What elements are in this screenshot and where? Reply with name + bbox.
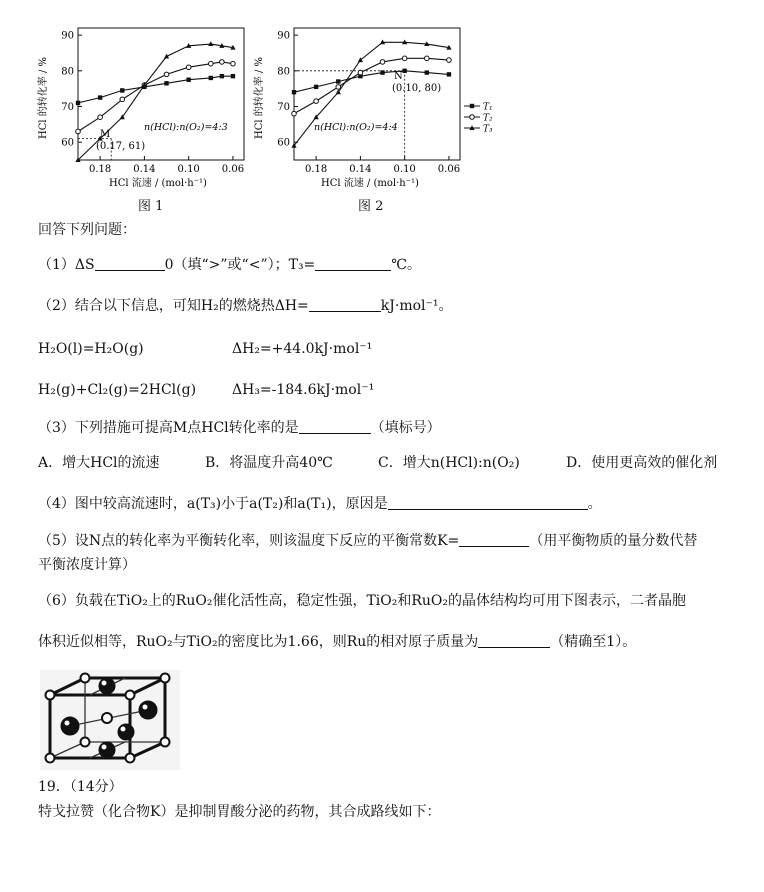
data-point-t2 <box>380 60 385 65</box>
question-1 <box>38 254 421 274</box>
question-5 <box>38 530 697 550</box>
x-tick-label: 0.14 <box>133 164 156 175</box>
data-point-t1 <box>336 79 340 83</box>
q3-option-c: C．增大n(HCl):n(O₂) <box>378 455 520 471</box>
legend-label: T₃ <box>483 124 493 135</box>
data-point-t1 <box>380 70 384 74</box>
data-point-t2 <box>292 111 297 116</box>
y-tick-label: 90 <box>61 30 74 42</box>
question-6-line-2 <box>38 631 636 651</box>
question-19-intro: 特戈拉赞（化合物K）是抑制胃酸分泌的药物，其合成路线如下： <box>38 804 441 820</box>
question-4 <box>38 493 602 513</box>
intro-text: 回答下列问题： <box>38 222 136 238</box>
q1-part-a: （1）ΔS <box>38 257 95 273</box>
data-point-t2 <box>447 58 452 63</box>
data-point-t2 <box>314 99 319 104</box>
data-point-t1 <box>98 95 102 99</box>
data-point-t2 <box>164 72 169 77</box>
fig1-point-coords: (0.17, 61) <box>96 141 146 152</box>
fig1-axes <box>61 28 244 175</box>
data-point-t2 <box>336 85 341 90</box>
q3-option-d: D．使用更高效的催化剂 <box>566 455 718 471</box>
fig2-ratio-label: n(HCl):n(O₂)=4:4 <box>314 122 398 133</box>
q3-option-b: B．将温度升高40℃ <box>205 455 333 471</box>
fig2-point-coords: (0.10, 80) <box>392 83 442 94</box>
data-point-t2 <box>186 65 191 70</box>
q6-part-b: 体积近似相等，RuO₂与TiO₂的密度比为1.66，则Ru的相对原子质量为 <box>38 634 479 650</box>
q2-blank[interactable] <box>309 297 381 312</box>
fig2-xlabel: HCl 流速 / (mol·h⁻¹) <box>321 178 419 189</box>
data-point-t1 <box>425 70 429 74</box>
q1-part-c: ℃。 <box>391 257 421 273</box>
data-point-t2 <box>98 115 103 120</box>
q6-part-c: （精确至1）。 <box>550 634 637 650</box>
data-point-t2 <box>120 97 125 102</box>
y-tick-label: 70 <box>277 101 290 113</box>
fig1-ratio-label: n(HCl):n(O₂)=4:3 <box>144 122 228 133</box>
q2-part-a: （2）结合以下信息，可知H₂的燃烧热ΔH= <box>38 298 309 314</box>
data-point-t1 <box>186 78 190 82</box>
figure-2-caption: 图 2 <box>358 199 384 214</box>
q5-blank[interactable] <box>459 532 529 547</box>
y-tick-label: 90 <box>277 30 290 42</box>
figure-1-caption: 图 1 <box>138 199 164 214</box>
question-6-line-1: （6）负载在TiO₂上的RuO₂催化活性高，稳定性强，TiO₂和RuO₂的晶体结构均可用下图表示，二者晶胞 <box>38 593 687 609</box>
x-tick-label: 0.18 <box>89 164 112 175</box>
legend-marker <box>470 104 474 108</box>
q3-part-b: （填标号） <box>370 420 441 436</box>
x-tick-label: 0.10 <box>393 164 416 175</box>
data-point-t2 <box>76 129 81 134</box>
fig1-ylabel: HCl 的转化率 / % <box>38 57 49 139</box>
q2-part-b: kJ·mol⁻¹。 <box>380 298 453 314</box>
data-point-t2 <box>220 60 225 65</box>
data-point-t2 <box>358 70 363 75</box>
question-3 <box>38 417 441 437</box>
fig1-xlabel: HCl 流速 / (mol·h⁻¹) <box>109 178 207 189</box>
equation-1-left: H₂O(l)=H₂O(g) <box>38 341 144 357</box>
data-point-t1 <box>314 85 318 89</box>
fig2-ylabel: HCl 的转化率 / % <box>254 57 265 139</box>
q4-part-b: 。 <box>587 496 602 512</box>
figure-1-chart <box>36 18 248 193</box>
x-tick-label: 0.10 <box>177 164 200 175</box>
data-point-t1 <box>402 69 406 73</box>
y-tick-label: 70 <box>61 101 74 113</box>
data-point-t1 <box>209 76 213 80</box>
q6-blank[interactable] <box>478 633 550 648</box>
crystal-structure-figure <box>40 670 180 770</box>
equation-2-left: H₂(g)+Cl₂(g)=2HCl(g) <box>38 382 197 398</box>
x-tick-label: 0.18 <box>305 164 328 175</box>
y-tick-label: 60 <box>277 137 290 149</box>
data-point-t1 <box>231 74 235 78</box>
q1-part-b: 0（填“>”或“<”）；T₃= <box>164 257 316 273</box>
fig2-axes <box>277 28 460 175</box>
x-tick-label: 0.06 <box>437 164 461 175</box>
fig2-legend <box>464 103 493 135</box>
y-tick-label: 60 <box>61 137 74 149</box>
question-5-continued: 平衡浓度计算） <box>38 557 136 573</box>
data-point-t1 <box>292 90 296 94</box>
fig2-point-name: N <box>394 71 403 82</box>
q4-part-a: （4）图中较高流速时，a(T₃)小于a(T₂)和a(T₁)，原因是 <box>38 496 388 512</box>
legend-label: T₁ <box>483 102 493 113</box>
equation-1-right: ΔH₂=+44.0kJ·mol⁻¹ <box>232 341 373 357</box>
question-2 <box>38 295 453 315</box>
data-point-t1 <box>120 88 124 92</box>
figure-2-chart <box>252 18 502 193</box>
data-point-t1 <box>447 72 451 76</box>
q3-part-a: （3）下列措施可提高M点HCl转化率的是 <box>38 420 299 436</box>
equation-2-right: ΔH₃=-184.6kJ·mol⁻¹ <box>232 382 375 398</box>
x-tick-label: 0.06 <box>221 164 245 175</box>
data-point-t1 <box>164 81 168 85</box>
data-point-t1 <box>220 74 224 78</box>
legend-label: T₂ <box>483 113 493 124</box>
data-point-t2 <box>402 56 407 61</box>
q5-part-b: （用平衡物质的量分数代替 <box>529 533 698 549</box>
data-point-t3 <box>208 41 213 46</box>
y-tick-label: 80 <box>277 66 290 78</box>
q3-blank[interactable] <box>299 419 371 434</box>
question-19-header: 19．（14分） <box>38 779 123 795</box>
q1-blank-1[interactable] <box>95 256 165 271</box>
data-point-t1 <box>76 101 80 105</box>
q4-blank[interactable] <box>388 495 588 510</box>
y-tick-label: 80 <box>61 66 74 78</box>
x-tick-label: 0.14 <box>349 164 372 175</box>
q3-option-a: A．增大HCl的流速 <box>38 455 160 471</box>
data-point-t2 <box>231 61 236 66</box>
legend-marker <box>470 115 475 120</box>
fig1-point-name: M <box>100 129 111 140</box>
plot-frame <box>294 28 460 160</box>
data-point-t2 <box>425 56 430 61</box>
q1-blank-2[interactable] <box>315 256 391 271</box>
data-point-t2 <box>209 61 214 66</box>
q5-part-a: （5）设N点的转化率为平衡转化率，则该温度下反应的平衡常数K= <box>38 533 460 549</box>
